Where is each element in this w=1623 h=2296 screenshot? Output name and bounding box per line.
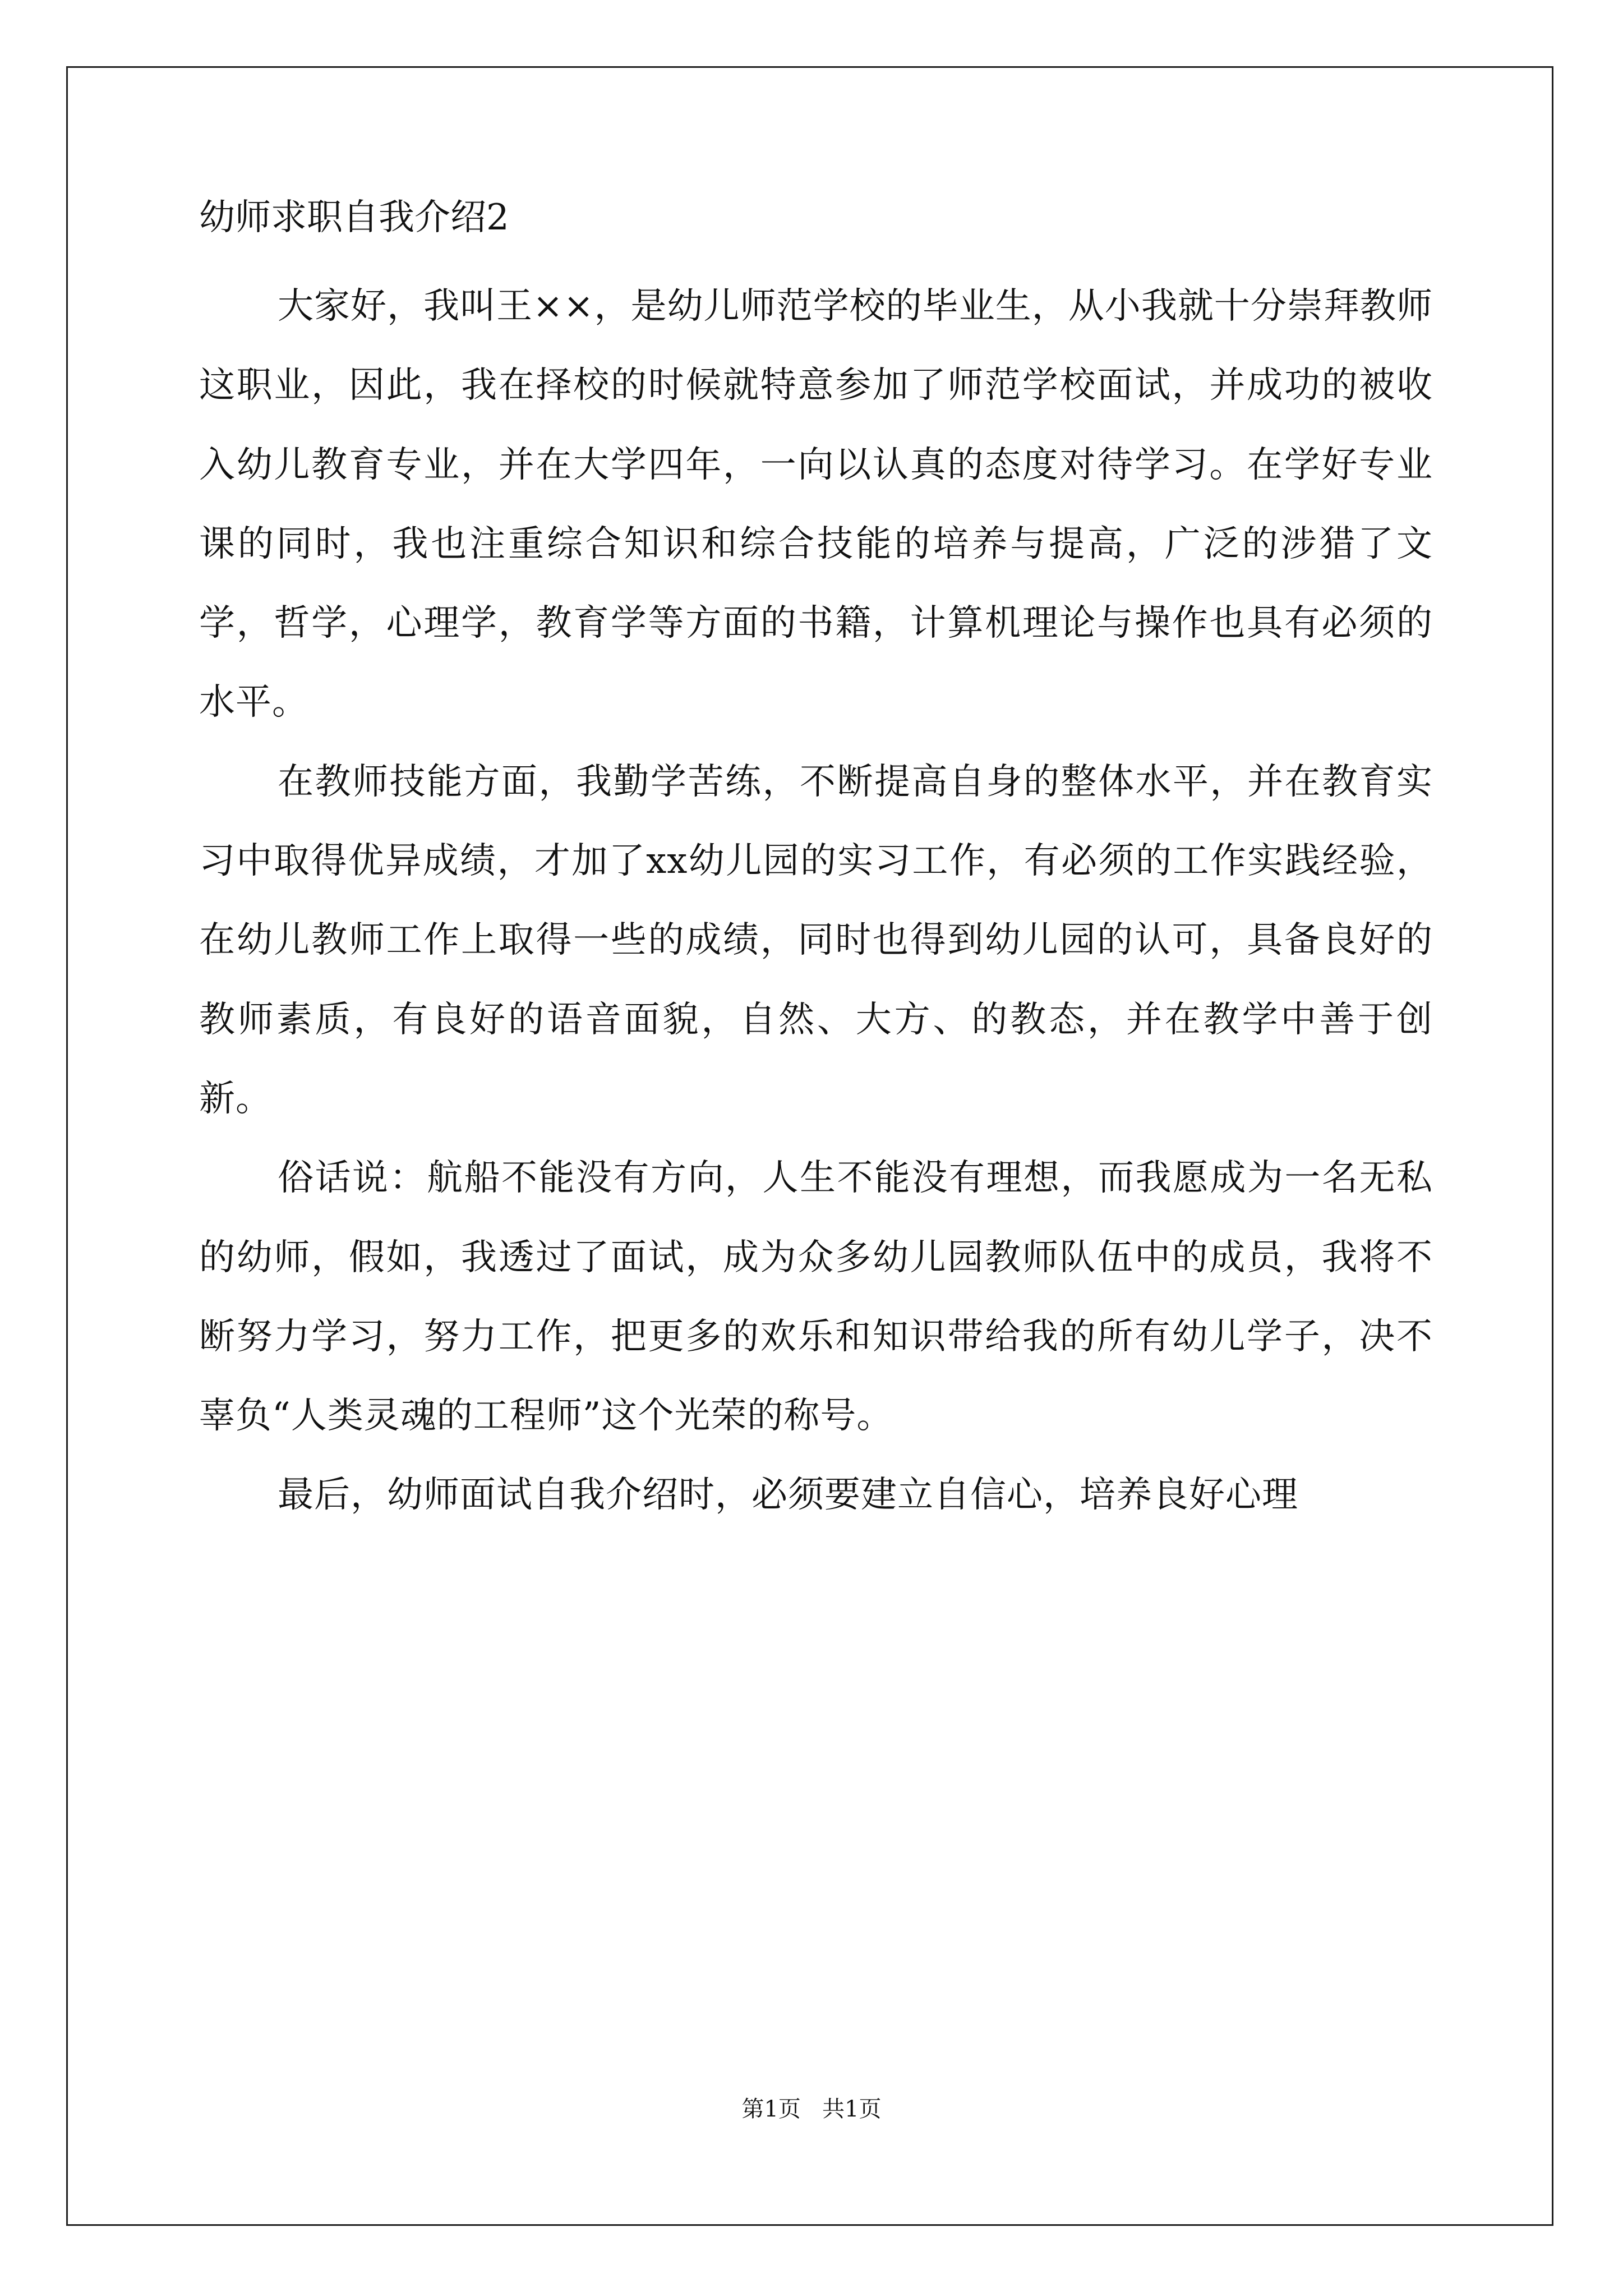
paragraph-intro: 大家好，我叫王××，是幼儿师范学校的毕业生，从小我就十分崇拜教师这职业，因此，我在择校的时候就特意参加了师范学校面试，并成功的被收入幼儿教育专业，并在大学四年，一向以认真的态度对待学习。在学好专业课的同时，我也注重综合知识和综合技能的培养与提高，广泛的涉猎了文学，哲学，心理学，教育学等方面的书籍，计算机理论与操作也具有必须的水平。 [199,286,1433,724]
paragraph-aspiration: 俗话说：航船不能没有方向，人生不能没有理想，而我愿成为一名无私的幼师，假如，我透过了面试，成为众多幼儿园教师队伍中的成员，我将不断努力学习，努力工作，把更多的欢乐和知识带给我的所有幼儿学子，决不辜负“人类灵魂的工程师”这个光荣的称号。 [199,1157,1433,1437]
paragraph-teaching-skills: 在教师技能方面，我勤学苦练，不断提高自身的整体水平，并在教育实习中取得优异成绩，才加了xx幼儿园的实习工作，有必须的工作实践经验，在幼儿教师工作上取得一些的成绩，同时也得到幼儿园的认可，具备良好的教师素质，有良好的语音面貌，自然、大方、的教态，并在教学中善于创新。 [199,761,1433,1120]
paragraph-closing: 最后，幼师面试自我介绍时，必须要建立自信心，培养良好心理 [278,1474,1298,1516]
page-footer: 第1页 共1页 [741,2096,882,2122]
document-title: 幼师求职自我介绍2 [199,197,509,238]
document-body [199,168,1433,1535]
